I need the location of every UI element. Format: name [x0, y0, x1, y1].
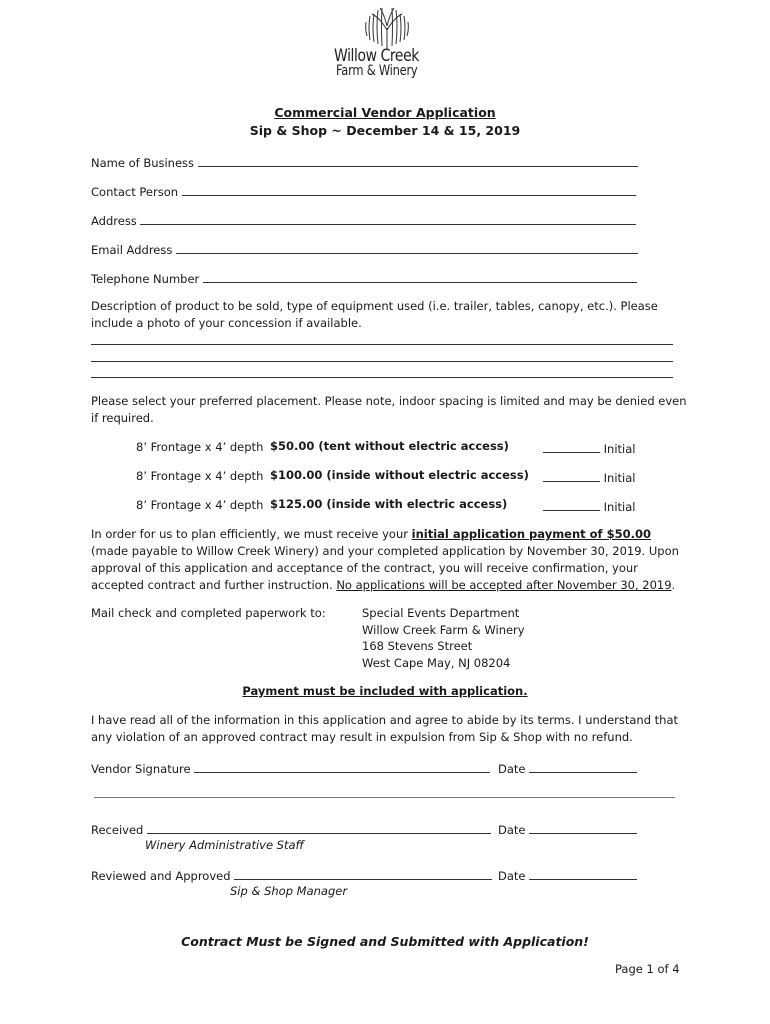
- placement-option-size: 8’ Frontage x 4’ depth: [136, 498, 264, 512]
- logo-line-1: Willow Creek: [334, 46, 419, 66]
- received-date-line[interactable]: [529, 821, 637, 834]
- payment-text-3: approval of this application and acceptance of the contract, you will receive confirmation, your: [91, 561, 638, 575]
- placement-option-size: 8’ Frontage x 4’ depth: [136, 469, 264, 483]
- payment-text-4: [91, 578, 675, 592]
- placement-option-price: $50.00 (tent without electric access): [270, 439, 509, 453]
- payment-text-4a: accepted contract and further instruction.: [91, 578, 337, 592]
- payment-text-1a: In order for us to plan efficiently, we must receive your: [91, 527, 412, 541]
- vendor-signature-field[interactable]: [91, 760, 490, 776]
- reviewed-date-label: Date: [498, 869, 526, 883]
- email-line[interactable]: [176, 241, 638, 254]
- reviewed-date-line[interactable]: [529, 867, 637, 880]
- business-name-label: Name of Business: [91, 156, 195, 170]
- payment-amount: initial application payment of $50.00: [411, 527, 651, 541]
- received-date-label: Date: [498, 823, 526, 837]
- mail-address-line-3: 168 Stevens Street: [362, 639, 473, 653]
- placement-option-initial[interactable]: [543, 469, 635, 485]
- payment-text-4c: .: [671, 578, 676, 592]
- email-label: Email Address: [91, 243, 173, 257]
- agreement-text-1: I have read all of the information in this application and agree to abide by its terms. I understand that: [91, 713, 679, 727]
- payment-note: Payment must be included with application.: [242, 684, 528, 698]
- business-name-line[interactable]: [198, 154, 638, 167]
- reviewed-label: Reviewed and Approved: [91, 869, 231, 883]
- deadline-notice: No applications will be accepted after November 30, 2019: [336, 578, 672, 592]
- payment-text-2: (made payable to Willow Creek Winery) and your completed application by November 30, 2019. Upon: [91, 544, 679, 558]
- mail-address-line-1: Special Events Department: [362, 606, 520, 620]
- placement-text-2: if required.: [91, 411, 154, 425]
- business-name-field[interactable]: [91, 154, 638, 170]
- initial-line[interactable]: [543, 440, 600, 453]
- address-line[interactable]: [140, 212, 636, 225]
- placement-option-price: $100.00 (inside without electric access): [270, 468, 529, 482]
- placement-option-price: $125.00 (inside with electric access): [270, 497, 508, 511]
- winery-logo: [328, 6, 444, 80]
- vendor-date-label: Date: [498, 762, 526, 776]
- placement-option-size: 8’ Frontage x 4’ depth: [136, 440, 264, 454]
- address-field[interactable]: [91, 212, 636, 228]
- received-field[interactable]: [91, 821, 491, 837]
- telephone-label: Telephone Number: [91, 272, 200, 286]
- placement-option-initial[interactable]: [543, 498, 635, 514]
- contact-person-line[interactable]: [182, 183, 636, 196]
- form-title: Commercial Vendor Application: [274, 105, 496, 120]
- section-divider: [94, 797, 675, 798]
- description-text-2: include a photo of your concession if available.: [91, 316, 362, 330]
- initial-label: Initial: [603, 471, 636, 485]
- description-text-1: Description of product to be sold, type of equipment used (i.e. trailer, tables, canopy, etc.). Please: [91, 299, 658, 313]
- initial-line[interactable]: [543, 469, 600, 482]
- form-subtitle: Sip & Shop ~ December 14 & 15, 2019: [249, 123, 521, 138]
- description-line-3[interactable]: [91, 377, 673, 378]
- reviewed-date-field[interactable]: [498, 867, 637, 883]
- description-line-2[interactable]: [91, 361, 673, 362]
- payment-text-1: [91, 527, 651, 541]
- logo-line-2: Farm & Winery: [336, 63, 418, 79]
- page-number: Page 1 of 4: [615, 962, 680, 976]
- received-date-field[interactable]: [498, 821, 637, 837]
- footer-note: Contract Must be Signed and Submitted with Application!: [181, 934, 589, 949]
- vendor-date-field[interactable]: [498, 760, 637, 776]
- placement-option-initial[interactable]: [543, 440, 635, 456]
- email-field[interactable]: [91, 241, 638, 257]
- vendor-date-line[interactable]: [529, 760, 637, 773]
- reviewed-field[interactable]: [91, 867, 492, 883]
- description-line-1[interactable]: [91, 344, 673, 345]
- received-caption: Winery Administrative Staff: [145, 838, 304, 852]
- telephone-line[interactable]: [203, 270, 637, 283]
- address-label: Address: [91, 214, 137, 228]
- initial-label: Initial: [603, 500, 636, 514]
- vendor-signature-label: Vendor Signature: [91, 762, 191, 776]
- vendor-signature-line[interactable]: [194, 760, 490, 773]
- initial-label: Initial: [603, 442, 636, 456]
- reviewed-caption: Sip & Shop Manager: [230, 884, 348, 898]
- agreement-text-2: any violation of an approved contract may result in expulsion from Sip & Shop with no refund.: [91, 730, 633, 744]
- willow-tree-icon: [362, 6, 412, 50]
- mail-address-line-4: West Cape May, NJ 08204: [362, 656, 511, 670]
- reviewed-line[interactable]: [234, 867, 492, 880]
- telephone-field[interactable]: [91, 270, 637, 286]
- contact-person-field[interactable]: [91, 183, 636, 199]
- received-label: Received: [91, 823, 144, 837]
- placement-text-1: Please select your preferred placement. Please note, indoor spacing is limited and may be denied even: [91, 394, 687, 408]
- mail-address-line-2: Willow Creek Farm & Winery: [362, 623, 525, 637]
- contact-person-label: Contact Person: [91, 185, 179, 199]
- initial-line[interactable]: [543, 498, 600, 511]
- mail-label: Mail check and completed paperwork to:: [91, 606, 326, 620]
- received-line[interactable]: [147, 821, 491, 834]
